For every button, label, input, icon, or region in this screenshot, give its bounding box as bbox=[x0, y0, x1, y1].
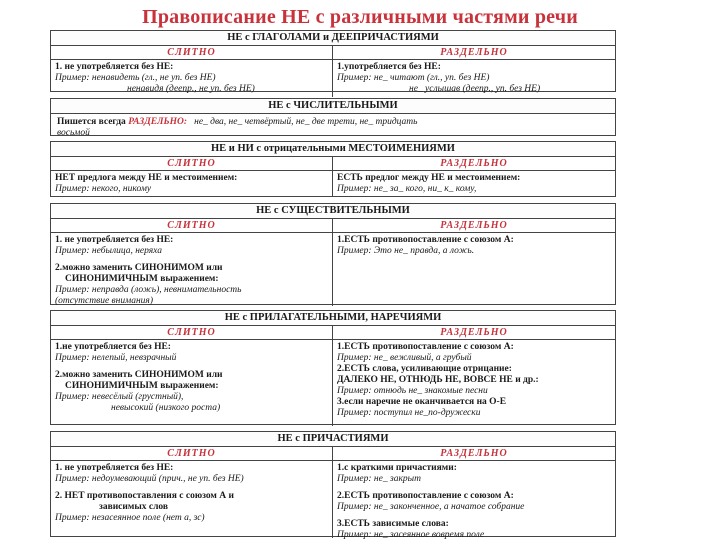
example-text: невысокий (низкого роста) bbox=[111, 403, 221, 413]
section-header-label: НЕ с СУЩЕСТВИТЕЛЬНЫМИ bbox=[256, 205, 410, 216]
example-text: Пример: небылица, неряха bbox=[55, 246, 163, 256]
column-razdelno bbox=[333, 219, 615, 306]
rule-text: 1.ЕСТЬ противопоставление с союзом А: bbox=[337, 342, 514, 352]
rule-text: 3.если наречие не оканчивается на О-Е bbox=[337, 397, 507, 407]
section-header bbox=[51, 204, 615, 219]
example-text: Пример: поступил не_по-дружески bbox=[337, 408, 481, 418]
rule-text: 1.с краткими причастиями: bbox=[337, 463, 457, 473]
column-title: СЛИТНО bbox=[51, 46, 332, 60]
section-header bbox=[51, 432, 615, 447]
example-text: восьмой bbox=[57, 128, 90, 138]
rule-text: 3.ЕСТЬ зависимые слова: bbox=[337, 519, 449, 529]
column-slitno bbox=[51, 46, 333, 97]
column-razdelno bbox=[333, 46, 615, 97]
section-header-label: НЕ с ЧИСЛИТЕЛЬНЫМИ bbox=[268, 100, 398, 111]
section-header-label: НЕ с ПРИЛАГАТЕЛЬНЫМИ, НАРЕЧИЯМИ bbox=[224, 312, 442, 323]
example-text: Пример: нелепый, невзрачный bbox=[55, 353, 177, 363]
column-title: СЛИТНО bbox=[51, 326, 332, 340]
rule-text: 1.не употребляется без НЕ: bbox=[55, 342, 171, 352]
rule-text: 1.употребляется без НЕ: bbox=[337, 62, 441, 72]
example-text: не_ два, не_ четвёртый, не_ две трети, не_ тридцать bbox=[194, 117, 418, 127]
rule-text: 2.ЕСТЬ противопоставление с союзом А: bbox=[337, 491, 514, 501]
column-title: РАЗДЕЛЬНО bbox=[333, 326, 615, 340]
section-header bbox=[51, 142, 615, 157]
rule-text: зависимых слов bbox=[99, 502, 169, 512]
rule-text: 2.можно заменить СИНОНИМОМ или bbox=[55, 263, 223, 273]
column-title: РАЗДЕЛЬНО bbox=[333, 157, 615, 171]
example-text: Пример: недоумевающий (прич., не уп. без НЕ) bbox=[55, 474, 244, 484]
rule-text: Пишется всегда bbox=[57, 117, 129, 127]
example-text: Пример: не_ закрыт bbox=[337, 474, 421, 484]
column-slitno bbox=[51, 219, 333, 306]
example-text: Пример: не_ законченное, а начатое собрание bbox=[337, 502, 525, 512]
rule-text: ЕСТЬ предлог между НЕ и местоимением: bbox=[337, 173, 521, 183]
rule-text: СИНОНИМИЧНЫМ выражением: bbox=[65, 381, 219, 391]
rule-highlight: РАЗДЕЛЬНО: bbox=[128, 117, 187, 127]
example-text: Пример: отнюдь не_ знакомые песни bbox=[337, 386, 488, 396]
rule-text: 2.ЕСТЬ слова, усиливающие отрицание: bbox=[337, 364, 512, 374]
section-adjectives bbox=[50, 310, 616, 425]
rule-text: ДАЛЕКО НЕ, ОТНЮДЬ НЕ, ВОВСЕ НЕ и др.: bbox=[337, 375, 539, 385]
example-text: (отсутствие внимания) bbox=[55, 296, 153, 306]
example-text: Пример: ненавидеть (гл., не уп. без НЕ) bbox=[55, 73, 216, 83]
example-text: ненавидя (деепр., не уп. без НЕ) bbox=[127, 84, 255, 94]
column-slitno bbox=[51, 157, 333, 197]
column-title: СЛИТНО bbox=[51, 157, 332, 171]
column-title: РАЗДЕЛЬНО bbox=[333, 219, 615, 233]
column-razdelno bbox=[333, 447, 615, 538]
rule-text: 1. не употребляется без НЕ: bbox=[55, 463, 174, 473]
example-text: Пример: незасеянное поле (нет а, зс) bbox=[55, 513, 205, 523]
rule-text: 1. не употребляется без НЕ: bbox=[55, 235, 174, 245]
section-verbs bbox=[50, 30, 616, 92]
section-participles bbox=[50, 431, 616, 540]
column-title: РАЗДЕЛЬНО bbox=[333, 46, 615, 60]
page-title: Правописание НЕ с различными частями речи bbox=[142, 6, 578, 28]
column-title: СЛИТНО bbox=[51, 447, 332, 461]
section-header-label: НЕ с ПРИЧАСТИЯМИ bbox=[277, 433, 389, 444]
example-text: Пример: неправда (ложь), невнимательность bbox=[55, 285, 242, 295]
rule-text: 2. НЕТ противопоставления с союзом А и bbox=[55, 491, 234, 501]
section-header-label: НЕ и НИ с отрицательными МЕСТОИМЕНИЯМИ bbox=[211, 143, 455, 154]
rule-text: СИНОНИМИЧНЫМ выражением: bbox=[65, 274, 219, 284]
example-text: Пример: Это не_ правда, а ложь. bbox=[337, 246, 475, 256]
example-text: Пример: не_ засеянное вовремя поле bbox=[337, 530, 485, 540]
section-header bbox=[51, 31, 615, 46]
section-pronouns bbox=[50, 141, 616, 197]
rule-text: 2.можно заменить СИНОНИМОМ или bbox=[55, 370, 223, 380]
example-text: не_ услышав (деепр., уп. без НЕ) bbox=[409, 84, 541, 94]
section-header-label: НЕ с ГЛАГОЛАМИ и ДЕЕПРИЧАСТИЯМИ bbox=[227, 32, 439, 43]
rule-text: 1. не употребляется без НЕ: bbox=[55, 62, 174, 72]
example-text: Пример: некого, никому bbox=[55, 184, 152, 194]
example-text: Пример: не_ читают (гл., уп. без НЕ) bbox=[337, 73, 490, 83]
example-text: Пример: не_ за_ кого, ни_ к_ кому, bbox=[337, 184, 477, 194]
example-text: Пример: невесёлый (грустный), bbox=[55, 392, 184, 402]
rule-text: 1.ЕСТЬ противопоставление с союзом А: bbox=[337, 235, 514, 245]
column-slitno bbox=[51, 447, 333, 538]
column-slitno bbox=[51, 326, 333, 426]
section-numerals bbox=[50, 98, 616, 136]
example-text: Пример: не_ вежливый, а грубый bbox=[337, 353, 472, 363]
column-title: СЛИТНО bbox=[51, 219, 332, 233]
section-header bbox=[51, 311, 615, 326]
column-title: РАЗДЕЛЬНО bbox=[333, 447, 615, 461]
rule-text: НЕТ предлога между НЕ и местоимением: bbox=[55, 173, 238, 183]
section-nouns bbox=[50, 203, 616, 305]
section-header bbox=[51, 99, 615, 114]
column-razdelno bbox=[333, 157, 615, 197]
column-razdelno bbox=[333, 326, 615, 426]
